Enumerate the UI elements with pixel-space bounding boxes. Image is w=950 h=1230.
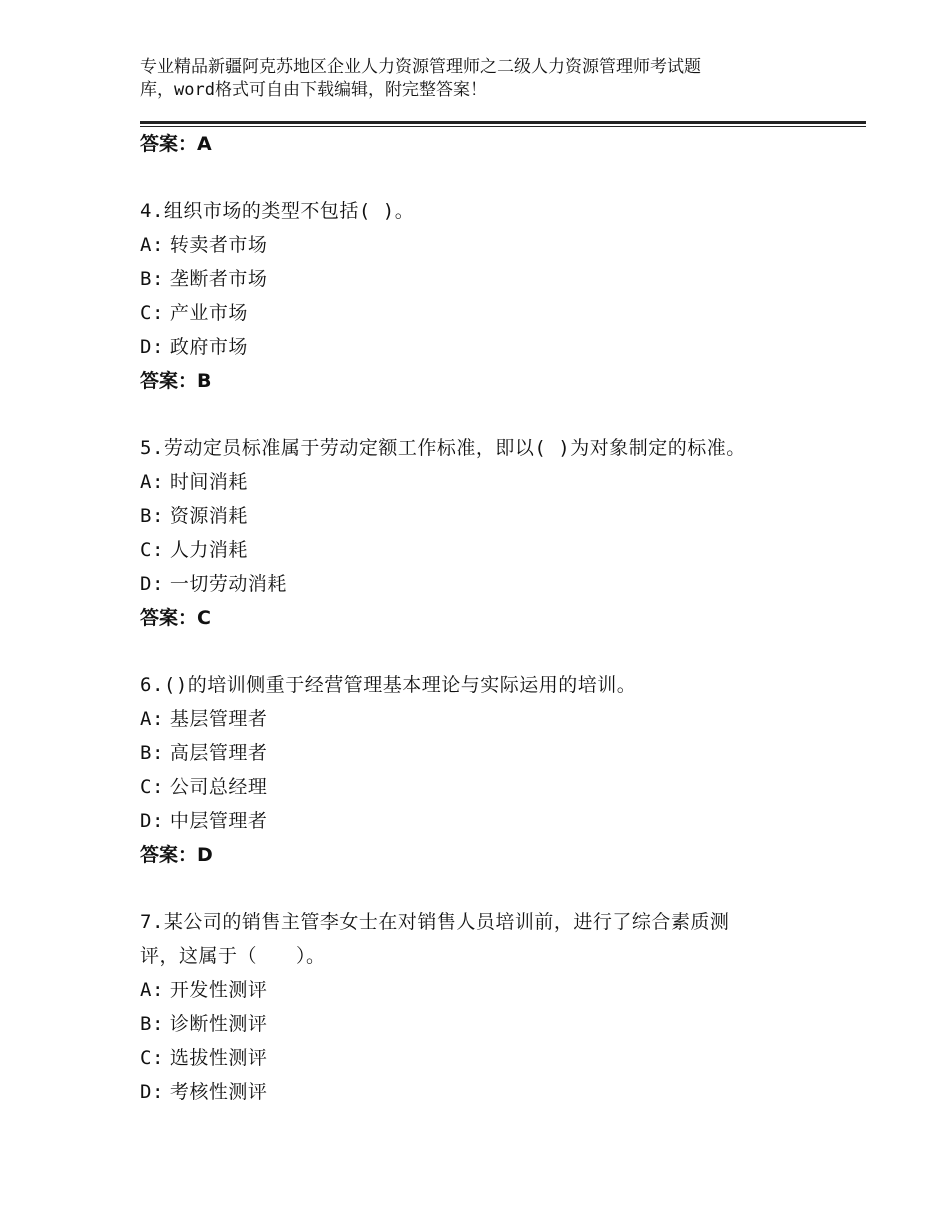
header-title-line-2: 库，word格式可自由下载编辑，附完整答案！ <box>140 80 487 100</box>
option-text: 转卖者市场 <box>169 234 268 256</box>
option-key: B: <box>140 742 164 764</box>
option-text: 开发性测评 <box>169 979 268 1001</box>
option-text: 公司总经理 <box>169 776 268 798</box>
option-key: B: <box>140 268 164 290</box>
option-c <box>140 1041 866 1075</box>
option-text: 选拔性测评 <box>169 1047 268 1069</box>
option-text: 基层管理者 <box>169 708 268 730</box>
option-text: 人力消耗 <box>169 539 248 561</box>
option-text: 产业市场 <box>169 302 248 324</box>
option-d <box>140 804 866 838</box>
option-c <box>140 296 866 330</box>
question-4 <box>140 194 866 398</box>
option-key: C: <box>140 776 164 798</box>
option-b <box>140 499 866 533</box>
option-key: A: <box>140 979 164 1001</box>
option-d <box>140 330 866 364</box>
option-text: 中层管理者 <box>169 810 268 832</box>
option-text: 高层管理者 <box>169 742 268 764</box>
option-a <box>140 973 866 1007</box>
option-b <box>140 736 866 770</box>
question-5 <box>140 431 866 635</box>
option-a <box>140 228 866 262</box>
option-text: 诊断性测评 <box>169 1013 268 1035</box>
option-text: 垄断者市场 <box>169 268 268 290</box>
option-c <box>140 533 866 567</box>
question-stem: 5.劳动定员标准属于劳动定额工作标准，即以( )为对象制定的标准。 <box>140 437 746 459</box>
option-b <box>140 262 866 296</box>
option-key: A: <box>140 708 164 730</box>
option-c <box>140 770 866 804</box>
option-key: B: <box>140 505 164 527</box>
option-key: D: <box>140 336 164 358</box>
option-key: C: <box>140 539 164 561</box>
question-stem-line-2: 评，这属于（ ）。 <box>140 945 326 967</box>
option-text: 一切劳动消耗 <box>169 573 287 595</box>
option-text: 资源消耗 <box>169 505 248 527</box>
option-a <box>140 702 866 736</box>
question-stem: 6.()的培训侧重于经营管理基本理论与实际运用的培训。 <box>140 674 637 696</box>
document-header <box>140 56 860 102</box>
option-key: D: <box>140 810 164 832</box>
answer-line-q3: 答案：A <box>140 133 212 155</box>
option-key: D: <box>140 1081 164 1103</box>
option-d <box>140 1075 866 1109</box>
question-stem: 4.组织市场的类型不包括( )。 <box>140 200 415 222</box>
question-6 <box>140 668 866 872</box>
option-b <box>140 1007 866 1041</box>
question-list <box>140 127 866 1109</box>
question-stem-line-1: 7.某公司的销售主管李女士在对销售人员培训前，进行了综合素质测 <box>140 911 730 933</box>
header-title-line-1: 专业精品新疆阿克苏地区企业人力资源管理师之二级人力资源管理师考试题 <box>140 57 701 77</box>
option-key: D: <box>140 573 164 595</box>
option-d <box>140 567 866 601</box>
answer-line: 答案：B <box>140 370 212 392</box>
option-key: A: <box>140 471 164 493</box>
option-text: 政府市场 <box>169 336 248 358</box>
option-key: C: <box>140 1047 164 1069</box>
option-a <box>140 465 866 499</box>
question-7 <box>140 905 866 1109</box>
option-text: 时间消耗 <box>169 471 248 493</box>
answer-line: 答案：D <box>140 844 213 866</box>
header-divider-thick <box>140 121 866 124</box>
option-key: C: <box>140 302 164 324</box>
option-text: 考核性测评 <box>169 1081 268 1103</box>
answer-line: 答案：C <box>140 607 211 629</box>
option-key: A: <box>140 234 164 256</box>
option-key: B: <box>140 1013 164 1035</box>
